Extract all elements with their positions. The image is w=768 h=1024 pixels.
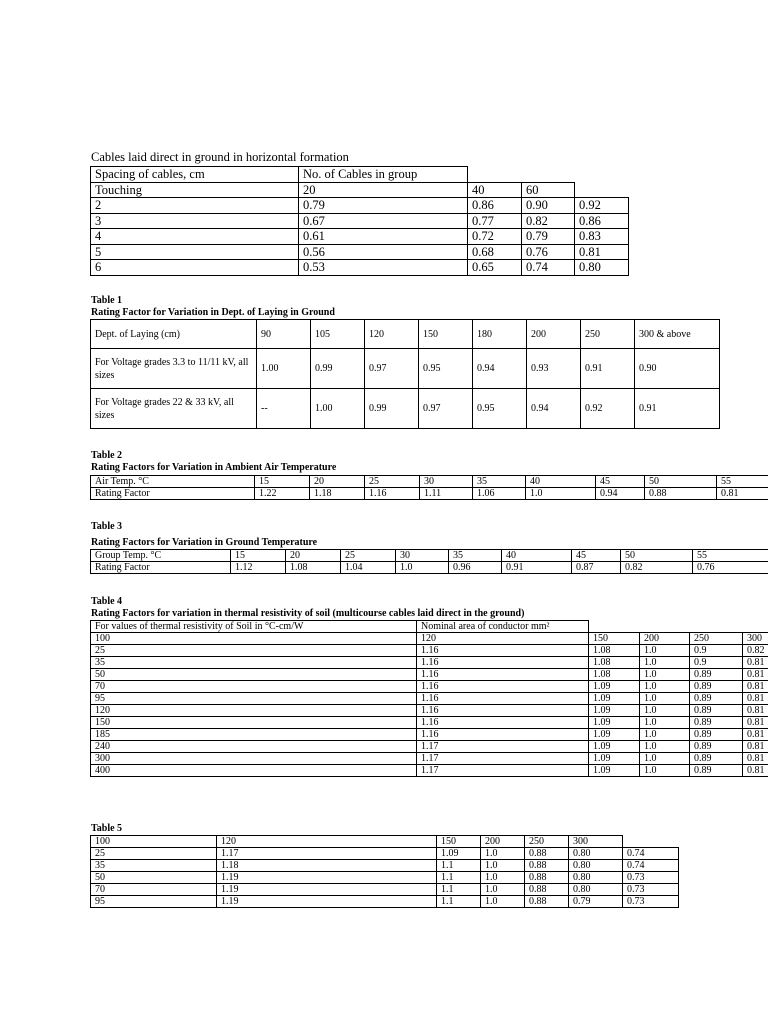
table-cell: 0.88 (525, 860, 569, 872)
table-row (91, 860, 679, 872)
table-cell: 120 (91, 705, 417, 717)
table-cell: 0.93 (527, 349, 581, 389)
table-header-cell: 120 (217, 836, 437, 848)
table-cell: 0.81 (743, 729, 768, 741)
table-cell: 1.09 (589, 681, 640, 693)
table-cell: 0.99 (365, 389, 419, 429)
table-cell: 1.0 (526, 488, 596, 500)
table-row (91, 389, 720, 429)
table-cell: 1.00 (311, 389, 365, 429)
table-row (91, 896, 679, 908)
table-cell: 0.86 (575, 213, 629, 229)
table-cell: -- (257, 389, 311, 429)
table-cell: 70 (91, 884, 217, 896)
table-cell: 1.0 (396, 562, 449, 574)
table-header-cell: 300 (743, 633, 768, 645)
table-cell: 0.9 (690, 657, 743, 669)
table3-label: Table 3 (91, 521, 123, 532)
table-header-cell: 120 (417, 633, 589, 645)
table-cell: 0.88 (525, 872, 569, 884)
table-cell: 1.17 (417, 741, 589, 753)
table-cell: 1.0 (640, 705, 690, 717)
table-cell: 0.68 (468, 244, 522, 260)
table-cell: 0.88 (645, 488, 717, 500)
table-cell: 1.0 (640, 717, 690, 729)
table-cell: 50 (91, 669, 417, 681)
table-cell: 0.92 (575, 198, 629, 214)
table-cell: 0.9 (690, 645, 743, 657)
table-header-cell: 250 (690, 633, 743, 645)
table-cell: 0.81 (743, 681, 768, 693)
table-cell: 0.79 (299, 198, 468, 214)
table-cell: 6 (91, 260, 299, 276)
spacing-table (90, 166, 629, 276)
table-cell: 0.88 (525, 848, 569, 860)
table-cell: 0.94 (473, 349, 527, 389)
table-cell: 25 (91, 645, 417, 657)
table-header-cell: 300 (569, 836, 623, 848)
table-header-cell: 100 (91, 633, 417, 645)
table-cell: 0.95 (473, 389, 527, 429)
table-row (91, 198, 629, 214)
table-cell: 1.0 (640, 741, 690, 753)
table-cell: 1.00 (257, 349, 311, 389)
table-cell: 1.09 (589, 717, 640, 729)
table-cell: 1.0 (481, 860, 525, 872)
table-cell: 0.92 (581, 389, 635, 429)
intro-caption: Cables laid direct in ground in horizontal formation (91, 150, 349, 164)
table3 (90, 549, 768, 574)
table-cell: 0.86 (468, 198, 522, 214)
table-cell: 0.81 (743, 765, 768, 777)
table-cell: 1.1 (437, 884, 481, 896)
table-cell: 1.16 (417, 645, 589, 657)
table-row (91, 705, 768, 717)
table-cell: 1.09 (589, 729, 640, 741)
table-header-cell: 200 (481, 836, 525, 848)
table-cell: 2 (91, 198, 299, 214)
table-cell: 0.61 (299, 229, 468, 245)
table-cell: 0.80 (575, 260, 629, 276)
table-cell: 1.0 (481, 872, 525, 884)
table-cell: 0.82 (621, 562, 693, 574)
table-cell: 1.0 (481, 884, 525, 896)
table-cell: 55 (717, 476, 768, 488)
table-header-cell: 20 (299, 182, 468, 198)
table-row (91, 741, 768, 753)
table-cell: 35 (91, 860, 217, 872)
table-cell: 185 (91, 729, 417, 741)
table-cell: 0.89 (690, 753, 743, 765)
table-cell: 0.81 (743, 657, 768, 669)
table-cell: 1.19 (217, 872, 437, 884)
table-cell: 1.0 (640, 657, 690, 669)
table-cell: For Voltage grades 3.3 to 11/11 kV, all sizes (91, 349, 257, 389)
table-cell: 0.95 (419, 349, 473, 389)
table-cell: 1.16 (417, 693, 589, 705)
table-header-cell: No. of Cables in group (299, 167, 468, 183)
table-cell: 1.11 (420, 488, 473, 500)
table-cell: 0.65 (468, 260, 522, 276)
table-row (91, 476, 768, 488)
table-cell: 55 (693, 550, 768, 562)
table-row (91, 244, 629, 260)
table-header-row (91, 621, 768, 633)
table-cell: 95 (91, 896, 217, 908)
table-header-cell: 40 (468, 182, 522, 198)
table-cell: 0.74 (623, 848, 679, 860)
table-row (91, 681, 768, 693)
table-cell: 1.16 (417, 657, 589, 669)
table-header-cell: Spacing of cables, cm (91, 167, 299, 183)
table-header-cell: 180 (473, 320, 527, 349)
table-cell: 1.09 (589, 741, 640, 753)
table-cell: 300 (91, 753, 417, 765)
table-cell: 1.0 (481, 896, 525, 908)
table-cell: Rating Factor (91, 562, 231, 574)
table-cell: 1.19 (217, 884, 437, 896)
table4-label: Table 4 (91, 596, 123, 607)
table-cell: 0.56 (299, 244, 468, 260)
table-cell: 45 (596, 476, 645, 488)
table-cell: 400 (91, 765, 417, 777)
table-row (91, 550, 768, 562)
table-cell: 0.87 (572, 562, 621, 574)
table-cell: 0.81 (743, 741, 768, 753)
table-row (91, 260, 629, 276)
table-cell: 35 (449, 550, 502, 562)
table-cell: 0.89 (690, 693, 743, 705)
table-cell: 1.19 (217, 896, 437, 908)
table-cell: 0.83 (575, 229, 629, 245)
table-cell: 1.18 (217, 860, 437, 872)
table-cell: 0.89 (690, 681, 743, 693)
table-cell: 30 (396, 550, 449, 562)
table-header-cell: Nominal area of conductor mm² (417, 621, 589, 633)
table-row (91, 213, 629, 229)
table-cell: 1.0 (481, 848, 525, 860)
table-row (91, 848, 679, 860)
table-cell: 1.22 (255, 488, 310, 500)
table-cell: 1.08 (589, 645, 640, 657)
table-row (91, 229, 629, 245)
table-cell: 0.73 (623, 884, 679, 896)
table-cell: 0.80 (569, 848, 623, 860)
table3-title: Rating Factors for Variation in Ground Temperature (91, 537, 318, 548)
table-cell: 50 (621, 550, 693, 562)
table-cell: 95 (91, 693, 417, 705)
table-cell: 70 (91, 681, 417, 693)
table-cell: 0.88 (525, 884, 569, 896)
table-row (91, 693, 768, 705)
table-cell: 1.17 (417, 765, 589, 777)
table5 (90, 835, 679, 908)
table-cell: 0.72 (468, 229, 522, 245)
table-cell: 0.94 (596, 488, 645, 500)
table-cell: 1.0 (640, 753, 690, 765)
table-cell: 1.09 (589, 693, 640, 705)
table-cell: 25 (341, 550, 396, 562)
table-header-cell: 100 (91, 836, 217, 848)
table-row (91, 872, 679, 884)
table-cell: 15 (231, 550, 286, 562)
table-cell: 0.73 (623, 872, 679, 884)
table-cell: 1.09 (589, 705, 640, 717)
table-cell: 0.89 (690, 765, 743, 777)
table-cell: Rating Factor (91, 488, 255, 500)
table-cell: 1.0 (640, 765, 690, 777)
table-cell: 0.97 (419, 389, 473, 429)
table-cell: 4 (91, 229, 299, 245)
table-cell: 0.99 (311, 349, 365, 389)
table-header-cell: 300 & above (635, 320, 720, 349)
table-cell: 0.80 (569, 860, 623, 872)
table-header-row (91, 320, 720, 349)
table-cell: 1.0 (640, 729, 690, 741)
table-cell: 0.81 (743, 717, 768, 729)
table-cell: 0.74 (623, 860, 679, 872)
table-header-cell: 250 (525, 836, 569, 848)
table-cell: 15 (255, 476, 310, 488)
table-cell: 0.81 (743, 669, 768, 681)
table5-label: Table 5 (91, 823, 123, 834)
table1-title: Rating Factor for Variation in Dept. of Laying in Ground (91, 307, 335, 318)
table-row (91, 657, 768, 669)
table2-title: Rating Factors for Variation in Ambient Air Temperature (91, 462, 337, 473)
table-header-cell: 200 (527, 320, 581, 349)
table-cell: 1.08 (589, 657, 640, 669)
table-cell: Group Temp. °C (91, 550, 231, 562)
table-cell: 0.94 (527, 389, 581, 429)
table-row (91, 765, 768, 777)
table-cell: 1.0 (640, 681, 690, 693)
table-cell: 0.89 (690, 717, 743, 729)
table-cell: 50 (645, 476, 717, 488)
table-cell: 0.89 (690, 729, 743, 741)
table-header-cell: 250 (581, 320, 635, 349)
table-cell: 1.06 (473, 488, 526, 500)
table-cell: 0.74 (522, 260, 575, 276)
table-cell: 0.79 (569, 896, 623, 908)
table-cell: 150 (91, 717, 417, 729)
table-cell: 5 (91, 244, 299, 260)
table-cell: 1.1 (437, 896, 481, 908)
table-cell: 0.81 (575, 244, 629, 260)
table-cell: 0.53 (299, 260, 468, 276)
table1 (90, 319, 720, 429)
table-cell: 0.80 (569, 884, 623, 896)
table-cell: 0.77 (468, 213, 522, 229)
table-cell: 0.97 (365, 349, 419, 389)
table-header-row (91, 182, 629, 198)
table-header-cell: 150 (419, 320, 473, 349)
table-cell: 1.17 (417, 753, 589, 765)
table-cell: 1.09 (437, 848, 481, 860)
table-cell: 1.1 (437, 872, 481, 884)
table-cell: 0.81 (743, 705, 768, 717)
table-row (91, 488, 768, 500)
table-cell: 25 (365, 476, 420, 488)
table-cell: 1.08 (589, 669, 640, 681)
table-cell: 0.81 (717, 488, 768, 500)
table-cell: 0.76 (522, 244, 575, 260)
table-cell: 3 (91, 213, 299, 229)
table-cell: 0.90 (522, 198, 575, 214)
table2 (90, 475, 768, 500)
table-cell: 1.09 (589, 753, 640, 765)
table-cell: 1.18 (310, 488, 365, 500)
table-cell: 45 (572, 550, 621, 562)
table-cell: 1.08 (286, 562, 341, 574)
table-cell: For Voltage grades 22 & 33 kV, all sizes (91, 389, 257, 429)
table-cell: 1.0 (640, 669, 690, 681)
table4 (90, 620, 768, 777)
table-cell: 1.09 (589, 765, 640, 777)
table-header-cell: Touching (91, 182, 299, 198)
table-cell: 25 (91, 848, 217, 860)
table-row (91, 884, 679, 896)
table-cell: 0.82 (522, 213, 575, 229)
table-cell: 20 (286, 550, 341, 562)
table-cell: 40 (502, 550, 572, 562)
table-cell: 0.79 (522, 229, 575, 245)
table-row (91, 717, 768, 729)
table-row (91, 645, 768, 657)
table-cell: 0.96 (449, 562, 502, 574)
table-cell: 0.81 (743, 693, 768, 705)
table-header-cell: 150 (437, 836, 481, 848)
table-cell: 0.91 (635, 389, 720, 429)
table-cell: 1.12 (231, 562, 286, 574)
table-cell: 30 (420, 476, 473, 488)
table1-label: Table 1 (91, 295, 123, 306)
table-cell: 20 (310, 476, 365, 488)
table-cell: 1.16 (365, 488, 420, 500)
table-cell: 1.16 (417, 669, 589, 681)
table-cell: 0.89 (690, 705, 743, 717)
table-cell: 40 (526, 476, 596, 488)
table-header-cell: 120 (365, 320, 419, 349)
table-cell: 0.89 (690, 669, 743, 681)
table-cell: 35 (473, 476, 526, 488)
table-cell: 35 (91, 657, 417, 669)
table-cell: 0.91 (502, 562, 572, 574)
table-cell: 0.88 (525, 896, 569, 908)
table-header-cell: 90 (257, 320, 311, 349)
table-cell: 0.81 (743, 753, 768, 765)
table-cell: 1.16 (417, 717, 589, 729)
table-cell: 0.76 (693, 562, 768, 574)
table-cell: 1.16 (417, 681, 589, 693)
table4-title: Rating Factors for variation in thermal resistivity of soil (multicourse cables laid direct in the ground) (91, 608, 525, 619)
table-cell: 1.04 (341, 562, 396, 574)
table-header-row (91, 167, 629, 183)
table-cell: 1.1 (437, 860, 481, 872)
table-cell: 0.91 (581, 349, 635, 389)
table-row (91, 729, 768, 741)
table-cell: 1.0 (640, 693, 690, 705)
table-cell: 1.16 (417, 729, 589, 741)
table-cell: 0.73 (623, 896, 679, 908)
table-header-row (91, 633, 768, 645)
table-row (91, 753, 768, 765)
table-header-cell: Dept. of Laying (cm) (91, 320, 257, 349)
table-cell: 0.82 (743, 645, 768, 657)
table-row (91, 562, 768, 574)
table-cell: 1.16 (417, 705, 589, 717)
table-row (91, 349, 720, 389)
table-header-cell: For values of thermal resistivity of Soil in °C-cm/W (91, 621, 417, 633)
table-cell: 240 (91, 741, 417, 753)
table-cell: 0.67 (299, 213, 468, 229)
table-header-cell: 105 (311, 320, 365, 349)
table-cell: Air Temp. °C (91, 476, 255, 488)
table-header-row (91, 836, 679, 848)
table2-label: Table 2 (91, 450, 123, 461)
table-cell: 1.17 (217, 848, 437, 860)
table-cell: 50 (91, 872, 217, 884)
table-header-cell: 60 (522, 182, 575, 198)
table-cell: 1.0 (640, 645, 690, 657)
table-header-cell: 200 (640, 633, 690, 645)
table-cell: 0.90 (635, 349, 720, 389)
table-header-cell: 150 (589, 633, 640, 645)
table-cell: 0.89 (690, 741, 743, 753)
table-row (91, 669, 768, 681)
table-cell: 0.80 (569, 872, 623, 884)
